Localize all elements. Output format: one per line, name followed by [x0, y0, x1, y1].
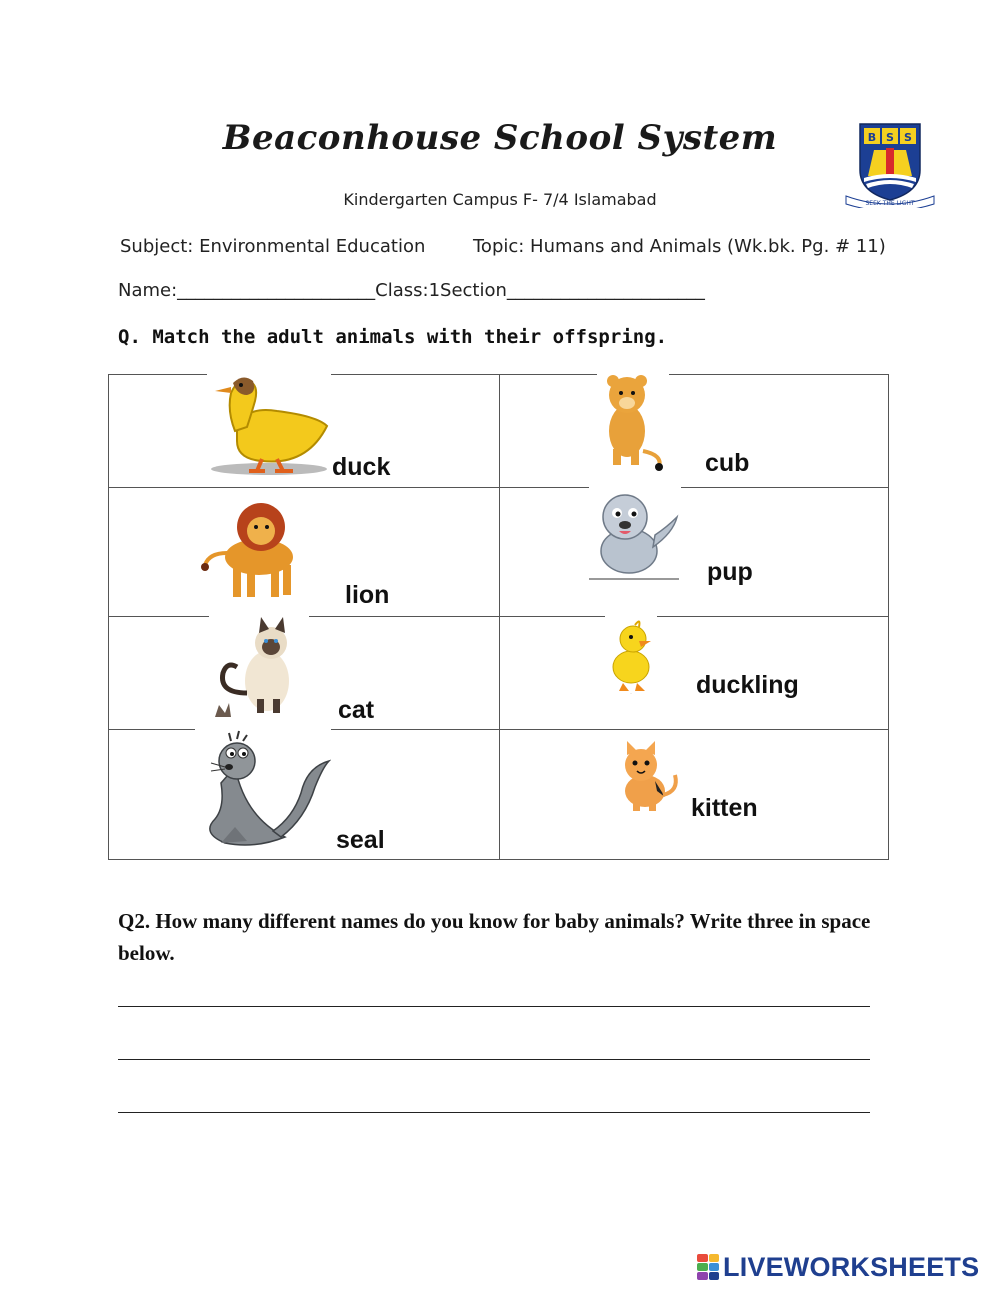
- column-divider: [499, 375, 500, 859]
- topic-label: Topic: Humans and Animals (Wk.bk. Pg. # 11): [473, 236, 886, 257]
- adult-word: seal: [336, 826, 385, 854]
- svg-text:B: B: [867, 131, 877, 144]
- answer-line-2[interactable]: [118, 1059, 870, 1060]
- svg-text:SEEK THE LIGHT: SEEK THE LIGHT: [865, 200, 915, 207]
- answer-line-3[interactable]: [118, 1112, 870, 1113]
- question-1-prompt: Q. Match the adult animals with their offspring.: [118, 326, 668, 348]
- svg-text:S: S: [904, 131, 912, 144]
- name-class-section-line: Name:______________________Class:1Section______________________: [118, 280, 705, 301]
- campus-address: Kindergarten Campus F- 7/4 Islamabad: [343, 190, 657, 209]
- cat-icon: [209, 613, 309, 723]
- liveworksheets-brand: LIVEWORKSHEETS: [723, 1251, 980, 1282]
- adult-word: lion: [345, 581, 390, 609]
- kitten-icon: [601, 735, 683, 817]
- offspring-word: cub: [705, 449, 750, 477]
- offspring-word: kitten: [691, 794, 758, 822]
- liveworksheets-logo: [697, 1252, 979, 1282]
- school-title: Beaconhouse School System: [222, 118, 778, 158]
- lion-cub-icon: [597, 371, 669, 473]
- answer-line-1[interactable]: [118, 1006, 870, 1007]
- seal-pup-icon: [589, 487, 681, 583]
- liveworksheets-icon: [697, 1254, 719, 1280]
- duckling-icon: [605, 615, 657, 695]
- lion-icon: [199, 493, 311, 605]
- question-2-prompt: Q2. How many different names do you know for baby animals? Write three in space below.: [118, 909, 871, 965]
- svg-text:.: .: [630, 690, 632, 695]
- svg-text:S: S: [886, 131, 894, 144]
- duck-icon: [207, 371, 331, 481]
- adult-word: cat: [338, 696, 375, 724]
- adult-word: duck: [332, 453, 391, 481]
- seal-icon: [195, 727, 331, 855]
- offspring-word: duckling: [696, 671, 799, 699]
- subject-label: Subject: Environmental Education: [120, 236, 426, 257]
- matching-table: [108, 374, 889, 860]
- offspring-word: pup: [707, 558, 753, 586]
